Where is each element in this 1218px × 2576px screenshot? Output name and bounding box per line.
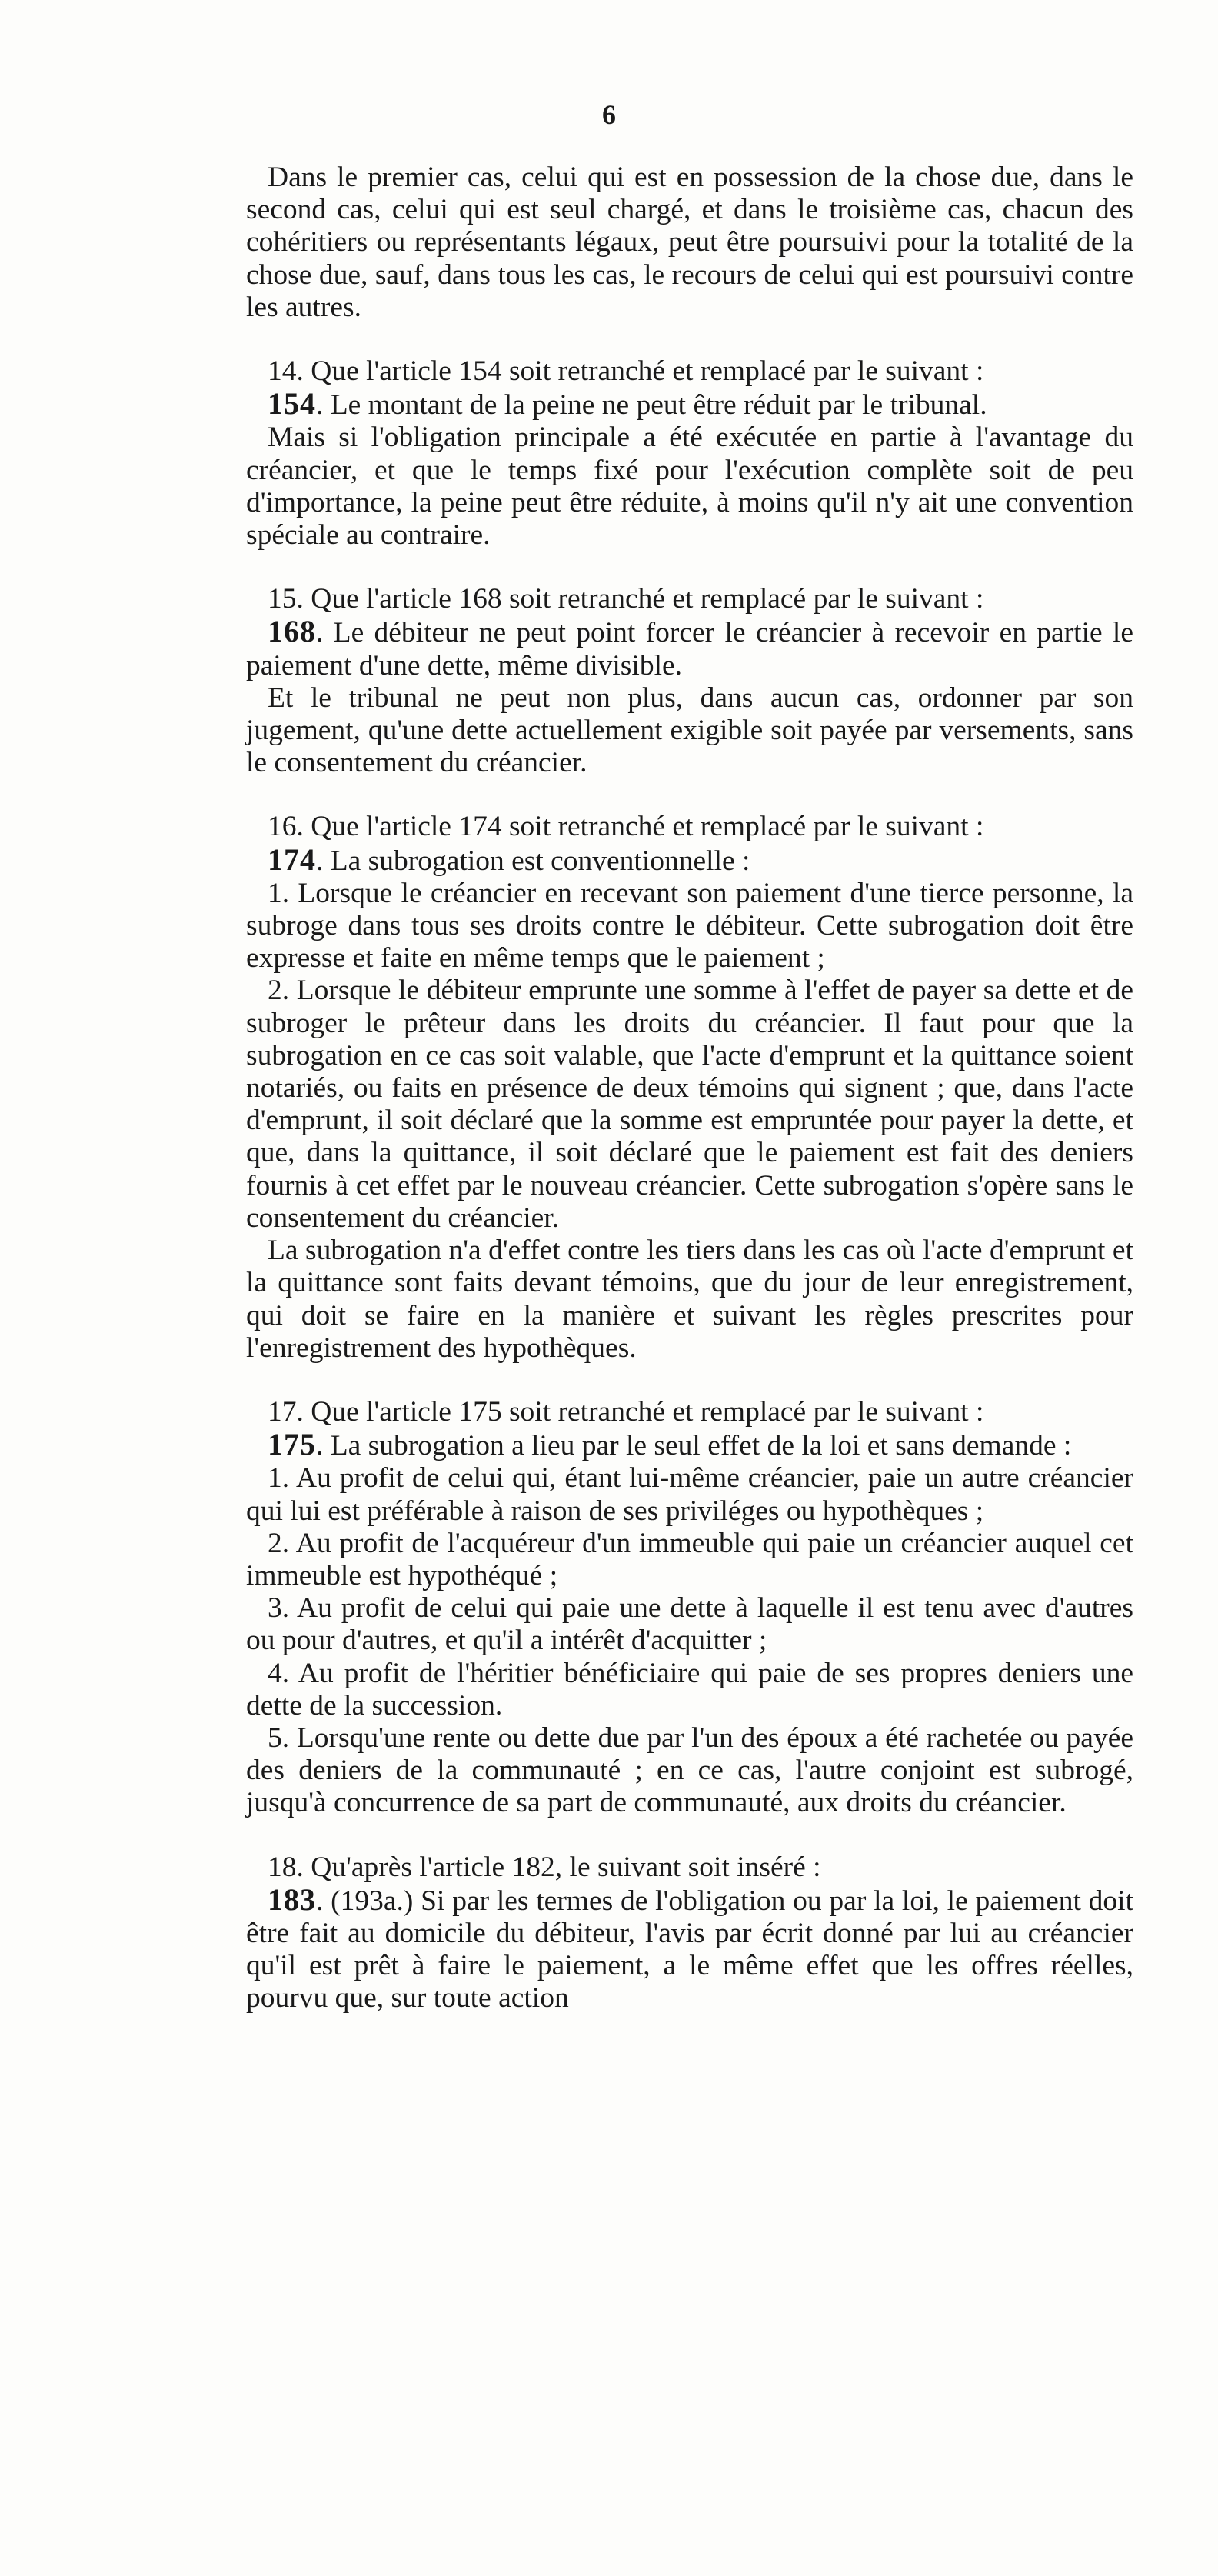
intro-paragraph: Dans le premier cas, celui qui est en possession de la chose due, dans le second cas, celui qui est seul chargé, et dans le troisième cas, chacun des cohéritiers ou représentants légaux, peut être poursuivi pour la totalité de la chose due, sauf, dans tous les cas, le recours de celui qui est poursuivi contre les autres. <box>246 162 1133 323</box>
article-number: 168 <box>268 614 316 649</box>
article-text: . Le montant de la peine ne peut être réduit par le tribunal. <box>316 389 987 422</box>
amendment-heading: 17. Que l'article 175 soit retranché et remplacé par le suivant : <box>268 1395 984 1428</box>
article-paragraph <box>246 841 1133 878</box>
article-paragraph <box>246 1428 1133 1462</box>
article-paragraph <box>246 615 1133 681</box>
amendment-heading: 16. Que l'article 174 soit retranché et remplacé par le suivant : <box>268 811 984 843</box>
amendment-section-14 <box>246 355 1133 552</box>
article-text: . (193a.) Si par les termes de l'obligation ou par la loi, le paiement doit être fait au domicile du débiteur, l'avis par écrit donné par lui au créancier qu'il est prêt à faire le paiement, a le même effet que les offres réelles, pourvu que, sur toute action <box>246 1885 1133 2014</box>
amendment-section-15 <box>246 583 1133 779</box>
article-number: 175 <box>268 1427 316 1462</box>
article-text: . La subrogation a lieu par le seul effet de la loi et sans demande : <box>316 1430 1072 1462</box>
article-paragraph: 5. Lorsqu'une rente ou dette due par l'un des époux a été rachetée ou payée des deniers de la communauté ; en ce cas, l'autre conjoint est subrogé, jusqu'à concurrence de sa part de communauté, aux droits du créancier. <box>246 1721 1133 1819</box>
article-paragraph: 2. Au profit de l'acquéreur d'un immeuble qui paie un créancier auquel cet immeuble est hypothéqué ; <box>246 1527 1133 1591</box>
article-paragraph: 2. Lorsque le débiteur emprunte une somme à l'effet de payer sa dette et de subroger le prêteur dans les droits du créancier. Il faut pour que la subrogation en ce cas soit valable, que l'acte d'emprunt et la quittance soient notariés, ou faits en présence de deux témoins qui signent ; que, dans l'acte d'emprunt, il soit déclaré que la somme est empruntée pour payer la dette, et que, dans la quittance, il soit déclaré que le paiement est fait des deniers fournis à cet effet par le nouveau créancier. Cette subrogation s'opère sans le consentement du créancier. <box>246 975 1133 1234</box>
article-number: 154 <box>268 386 316 422</box>
document-body <box>246 162 1133 2015</box>
intro-section <box>246 162 1133 324</box>
article-paragraph: 1. Lorsque le créancier en recevant son paiement d'une tierce personne, la subroge dans tous ses droits contre le débiteur. Cette subrogation doit être expresse et faite en même temps que le paiement ; <box>246 877 1133 975</box>
article-paragraph: 4. Au profit de l'héritier bénéficiaire qui paie de ses propres deniers une dette de la succession. <box>246 1657 1133 1721</box>
article-paragraph: Mais si l'obligation principale a été exécutée en partie à l'avantage du créancier, et que le temps fixé pour l'exécution complète soit de peu d'importance, la peine peut être réduite, à moins qu'il n'y ait une convention spéciale au contraire. <box>246 422 1133 552</box>
article-paragraph: La subrogation n'a d'effet contre les tiers dans les cas où l'acte d'emprunt et la quittance sont faits devant témoins, que du jour de leur enregistrement, qui doit se faire en la manière et suivant les règles prescrites pour l'enregistrement des hypothèques. <box>246 1235 1133 1364</box>
article-paragraph: Et le tribunal ne peut non plus, dans aucun cas, ordonner par son jugement, qu'une dette actuellement exigible soit payée par versements, sans le consentement du créancier. <box>246 681 1133 779</box>
article-paragraph: 1. Au profit de celui qui, étant lui-même créancier, paie un autre créancier qui lui est préférable à raison de ses priviléges ou hypothèques ; <box>246 1462 1133 1527</box>
article-paragraph <box>246 1881 1133 2015</box>
amendment-section-18 <box>246 1851 1133 2015</box>
amendment-heading: 14. Que l'article 154 soit retranché et remplacé par le suivant : <box>268 355 984 388</box>
article-number: 174 <box>268 841 316 877</box>
amendment-section-17 <box>246 1396 1133 1820</box>
article-paragraph <box>246 388 1133 422</box>
amendment-heading: 15. Que l'article 168 soit retranché et remplacé par le suivant : <box>268 583 984 615</box>
article-paragraph: 3. Au profit de celui qui paie une dette à laquelle il est tenu avec d'autres ou pour d'autres, et qu'il a intérêt d'acquitter ; <box>246 1592 1133 1657</box>
amendment-heading: 18. Qu'après l'article 182, le suivant soit inséré : <box>268 1851 821 1883</box>
article-text: . Le débiteur ne peut point forcer le créancier à recevoir en partie le paiement d'une dette, même divisible. <box>246 617 1133 681</box>
amendment-section-16 <box>246 811 1133 1364</box>
article-text: . La subrogation est conventionnelle : <box>316 845 750 877</box>
article-number: 183 <box>268 1881 316 1917</box>
page-number: 6 <box>602 99 616 130</box>
